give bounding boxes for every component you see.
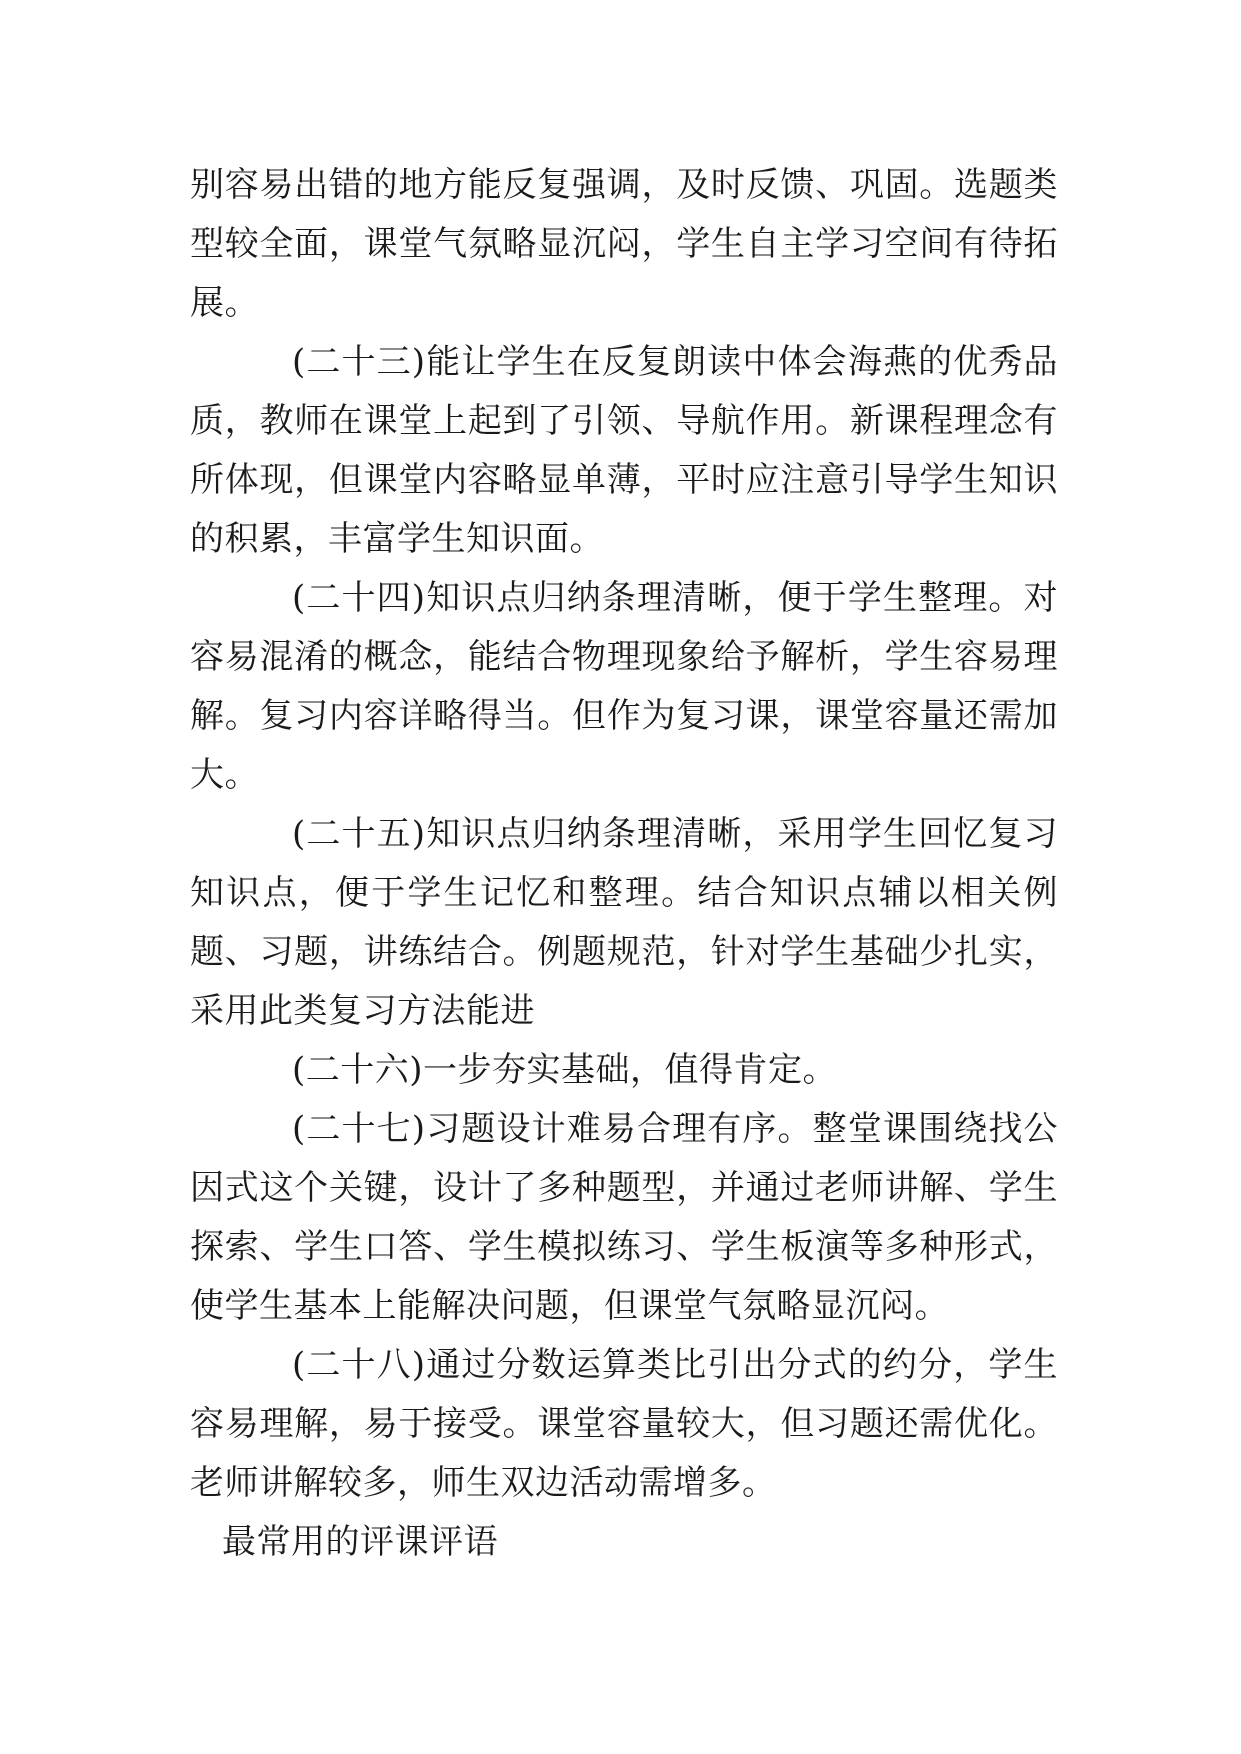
paragraph-26: (二十六)一步夯实基础，值得肯定。 — [292, 1050, 838, 1090]
paragraph-23: (二十三)能让学生在反复朗读中体会海燕的优秀品质，教师在课堂上起到了引领、导航作用。新课程理念有所体现，但课堂内容略显单薄，平时应注意引导学生知识的积累，丰富学生知识面。 — [190, 342, 1058, 559]
section-heading: 最常用的评课评语 — [222, 1522, 498, 1562]
paragraph-continuation: 别容易出错的地方能反复强调，及时反馈、巩固。选题类型较全面，课堂气氛略显沉闷，学生自主学习空间有待拓展。 — [190, 165, 1058, 323]
document-body — [190, 156, 1058, 1572]
paragraph-28: (二十八)通过分数运算类比引出分式的约分，学生容易理解，易于接受。课堂容量较大，但习题还需优化。老师讲解较多，师生双边活动需增多。 — [190, 1345, 1058, 1503]
paragraph-25: (二十五)知识点归纳条理清晰，采用学生回忆复习知识点，便于学生记忆和整理。结合知识点辅以相关例题、习题，讲练结合。例题规范，针对学生基础少扎实，采用此类复习方法能进 — [190, 814, 1058, 1031]
paragraph-27: (二十七)习题设计难易合理有序。整堂课围绕找公因式这个关键，设计了多种题型，并通过老师讲解、学生探索、学生口答、学生模拟练习、学生板演等多种形式，使学生基本上能解决问题，但课堂气氛略显沉闷。 — [190, 1109, 1058, 1326]
paragraph-24: (二十四)知识点归纳条理清晰，便于学生整理。对容易混淆的概念，能结合物理现象给予解析，学生容易理解。复习内容详略得当。但作为复习课，课堂容量还需加大。 — [190, 578, 1058, 795]
